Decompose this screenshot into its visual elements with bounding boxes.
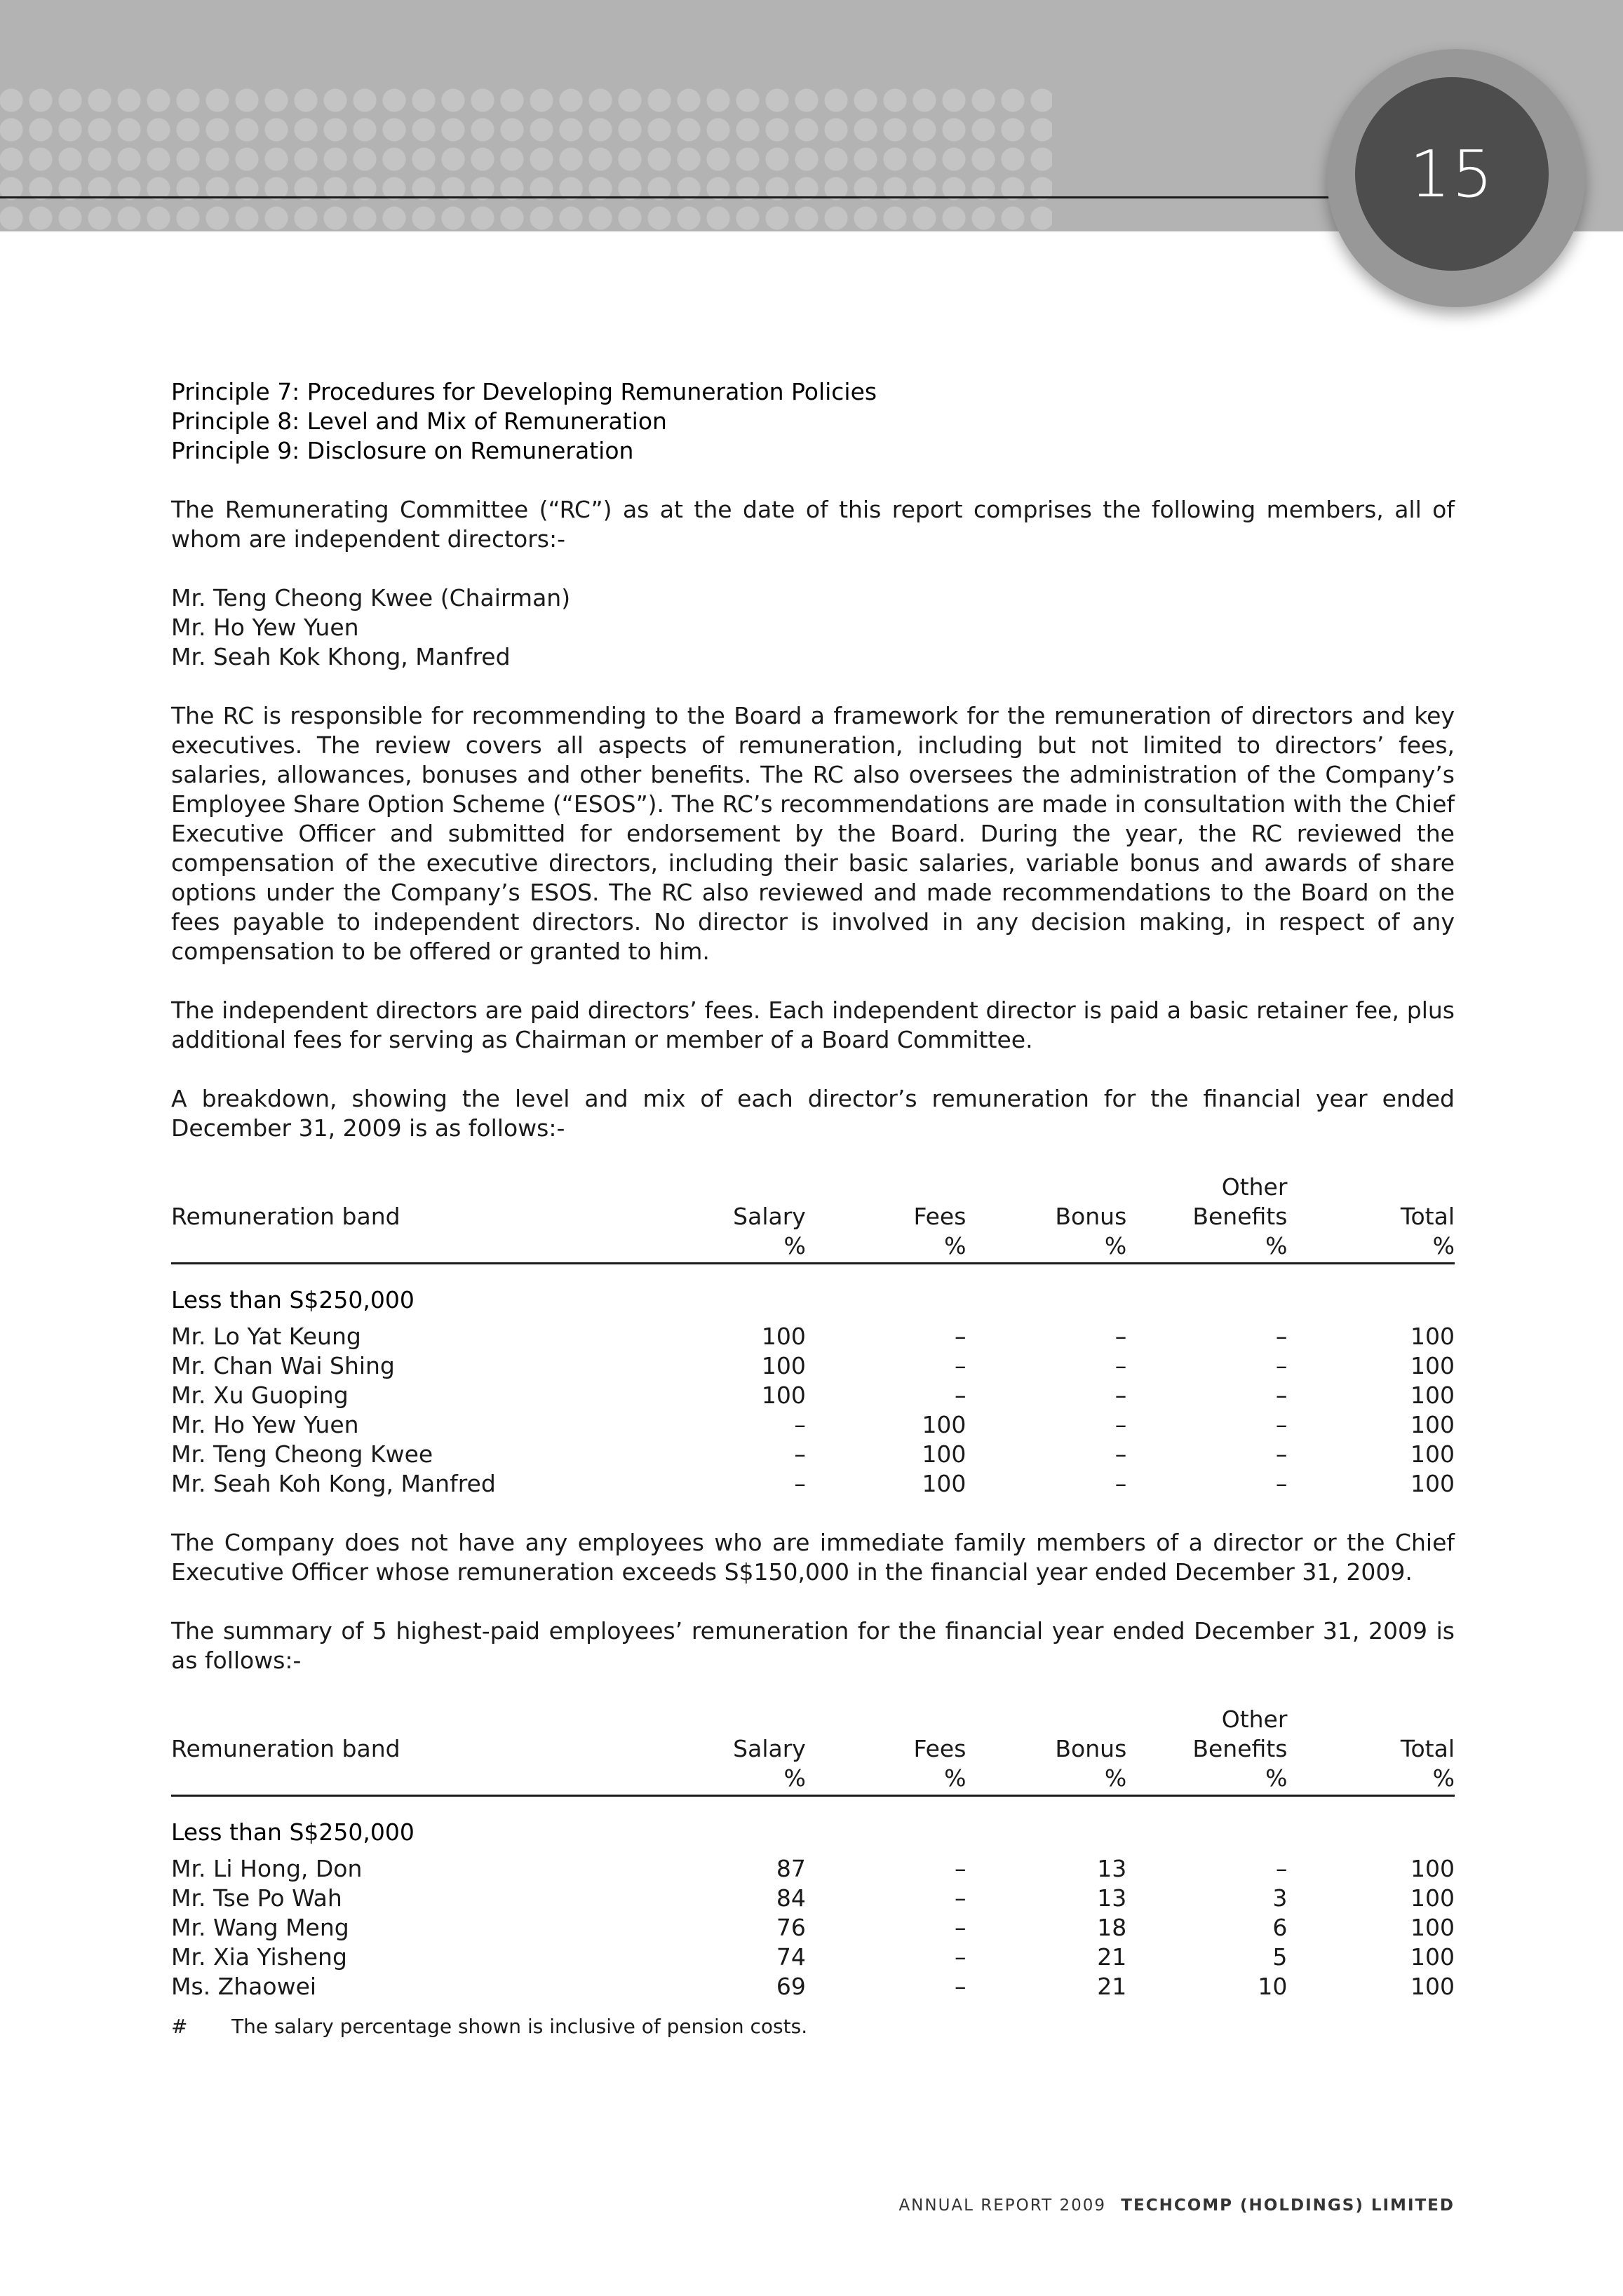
- rc-paragraph: The RC is responsible for recommending to the Board a framework for the remuneration of directors and key executives. The review covers all aspects of remuneration, including but not limited to directors’ fees, salaries, allowances, bonuses and other benefits. The RC also oversees the administration of the Company’s Employee Share Option Scheme (“ESOS”). The RC’s recommendations are made in consultation with the Chief Executive Officer and submitted for endorsement by the Board. During the year, the RC reviewed the compensation of the executive directors, including their basic salaries, variable bonus and awards of share options under the Company’s ESOS. The RC also reviewed and made recommendations to the Board on the fees payable to independent directors. No director is involved in any decision making, in respect of any compensation to be offered or granted to him.: [171, 702, 1455, 965]
- row-other: –: [1275, 1855, 1288, 1882]
- row-bonus: –: [1114, 1440, 1127, 1468]
- row-total: 100: [1410, 1411, 1455, 1438]
- row-fees: –: [954, 1943, 967, 1971]
- table-row: [171, 1972, 1455, 2001]
- row-bonus: –: [1114, 1382, 1127, 1409]
- footer-company: TECHCOMP (HOLDINGS) LIMITED: [1121, 2196, 1455, 2215]
- row-total: 100: [1410, 1470, 1455, 1497]
- table-row: [171, 1469, 1455, 1499]
- col-header-benefits: Benefits: [1192, 1203, 1288, 1230]
- row-name: Mr. Xu Guoping: [171, 1382, 349, 1409]
- member-item: Mr. Seah Kok Khong, Manfred: [171, 643, 511, 670]
- row-fees: 100: [922, 1440, 967, 1468]
- intro-paragraph: The Remunerating Committee (“RC”) as at the date of this report comprises the following members, all of whom are independent directors:-: [171, 496, 1455, 553]
- col-header-fees: Fees: [913, 1735, 967, 1762]
- band-label: Less than S$250,000: [171, 1286, 415, 1314]
- row-other: –: [1275, 1411, 1288, 1438]
- row-fees: –: [954, 1914, 967, 1941]
- table-row: [171, 1913, 1455, 1943]
- row-name: Ms. Zhaowei: [171, 1973, 317, 2000]
- row-total: 100: [1410, 1323, 1455, 1350]
- row-other: –: [1275, 1323, 1288, 1350]
- col-unit: %: [645, 1231, 806, 1264]
- row-bonus: –: [1114, 1323, 1127, 1350]
- table-row: [171, 1440, 1455, 1469]
- row-salary: 76: [776, 1914, 806, 1941]
- table-row: [171, 1943, 1455, 1972]
- row-name: Mr. Tse Po Wah: [171, 1884, 342, 1912]
- row-name: Mr. Xia Yisheng: [171, 1943, 347, 1971]
- col-unit: %: [806, 1231, 967, 1264]
- col-header-salary: Salary: [733, 1735, 806, 1762]
- col-header-total: Total: [1400, 1203, 1455, 1230]
- summary-paragraph: The summary of 5 highest-paid employees’ remuneration for the financial year ended December 31, 2009 is as follows:-: [171, 1617, 1455, 1674]
- fees-paragraph: The independent directors are paid directors’ fees. Each independent director is paid a basic retainer fee, plus additional fees for serving as Chairman or member of a Board Committee.: [171, 997, 1455, 1053]
- row-bonus: 18: [1097, 1914, 1127, 1941]
- row-salary: 69: [776, 1973, 806, 2000]
- col-unit: %: [1126, 1764, 1287, 1796]
- member-item: Mr. Ho Yew Yuen: [171, 614, 359, 641]
- col-header-other: Other: [1221, 1706, 1288, 1733]
- row-other: 5: [1272, 1943, 1288, 1971]
- page-footer: [898, 2196, 1455, 2215]
- page-number-badge: [1355, 77, 1549, 271]
- row-bonus: 13: [1097, 1855, 1127, 1882]
- employees-remuneration-table: [171, 1705, 1455, 2001]
- row-bonus: –: [1114, 1411, 1127, 1438]
- family-paragraph: The Company does not have any employees who are immediate family members of a director or the Chief Executive Officer whose remuneration exceeds S$150,000 in the financial year ended December 31, 2009.: [171, 1529, 1455, 1586]
- committee-members: [171, 583, 1455, 672]
- col-header-band: Remuneration band: [171, 1203, 400, 1230]
- principle-headings: [171, 377, 1455, 466]
- row-total: 100: [1410, 1440, 1455, 1468]
- col-unit: %: [1287, 1764, 1455, 1796]
- col-unit: %: [966, 1231, 1126, 1264]
- table-row: [171, 1854, 1455, 1884]
- row-other: 6: [1272, 1914, 1288, 1941]
- row-other: –: [1275, 1470, 1288, 1497]
- row-total: 100: [1410, 1352, 1455, 1379]
- row-other: –: [1275, 1352, 1288, 1379]
- row-salary: 87: [776, 1855, 806, 1882]
- row-other: 10: [1258, 1973, 1288, 2000]
- row-fees: –: [954, 1884, 967, 1912]
- row-total: 100: [1410, 1382, 1455, 1409]
- row-salary: 100: [761, 1323, 806, 1350]
- row-fees: –: [954, 1382, 967, 1409]
- row-bonus: 21: [1097, 1943, 1127, 1971]
- page-content: [171, 377, 1455, 2039]
- row-fees: –: [954, 1352, 967, 1379]
- principle-heading: Principle 8: Level and Mix of Remuneration: [171, 407, 667, 435]
- footnote: [171, 2014, 1455, 2039]
- row-other: –: [1275, 1382, 1288, 1409]
- row-salary: 100: [761, 1352, 806, 1379]
- row-salary: 100: [761, 1382, 806, 1409]
- row-fees: 100: [922, 1470, 967, 1497]
- member-item: Mr. Teng Cheong Kwee (Chairman): [171, 584, 571, 612]
- row-total: 100: [1410, 1914, 1455, 1941]
- footnote-mark: #: [171, 2015, 188, 2038]
- row-salary: 84: [776, 1884, 806, 1912]
- row-name: Mr. Lo Yat Keung: [171, 1323, 361, 1350]
- row-name: Mr. Chan Wai Shing: [171, 1352, 395, 1379]
- row-name: Mr. Li Hong, Don: [171, 1855, 363, 1882]
- col-unit: %: [1126, 1231, 1287, 1264]
- col-unit: %: [966, 1764, 1126, 1796]
- row-other: 3: [1272, 1884, 1288, 1912]
- footer-report: ANNUAL REPORT 2009: [898, 2196, 1106, 2215]
- row-fees: –: [954, 1855, 967, 1882]
- row-salary: –: [794, 1411, 806, 1438]
- row-total: 100: [1410, 1973, 1455, 2000]
- row-name: Mr. Teng Cheong Kwee: [171, 1440, 433, 1468]
- principle-heading: Principle 9: Disclosure on Remuneration: [171, 437, 634, 464]
- table-row: [171, 1351, 1455, 1381]
- footnote-text: The salary percentage shown is inclusive of pension costs.: [231, 2015, 808, 2038]
- row-salary: 74: [776, 1943, 806, 1971]
- col-header-benefits: Benefits: [1192, 1735, 1288, 1762]
- row-fees: –: [954, 1323, 967, 1350]
- row-salary: –: [794, 1470, 806, 1497]
- col-header-bonus: Bonus: [1055, 1203, 1127, 1230]
- row-total: 100: [1410, 1943, 1455, 1971]
- col-unit: %: [806, 1764, 967, 1796]
- principle-heading: Principle 7: Procedures for Developing Remuneration Policies: [171, 378, 877, 405]
- row-bonus: –: [1114, 1352, 1127, 1379]
- col-unit: %: [1287, 1231, 1455, 1264]
- table-row: [171, 1381, 1455, 1410]
- col-header-fees: Fees: [913, 1203, 967, 1230]
- breakdown-paragraph: A breakdown, showing the level and mix of each director’s remuneration for the financial year ended December 31, 2009 is as follows:-: [171, 1085, 1455, 1142]
- col-unit: %: [645, 1764, 806, 1796]
- row-name: Mr. Wang Meng: [171, 1914, 349, 1941]
- col-header-bonus: Bonus: [1055, 1735, 1127, 1762]
- directors-remuneration-table: [171, 1173, 1455, 1499]
- header-rule: [0, 196, 1347, 198]
- row-fees: 100: [922, 1411, 967, 1438]
- table-row: [171, 1884, 1455, 1913]
- row-salary: –: [794, 1440, 806, 1468]
- row-bonus: 13: [1097, 1884, 1127, 1912]
- row-name: Mr. Seah Koh Kong, Manfred: [171, 1470, 496, 1497]
- row-bonus: –: [1114, 1470, 1127, 1497]
- row-total: 100: [1410, 1884, 1455, 1912]
- row-bonus: 21: [1097, 1973, 1127, 2000]
- table-row: [171, 1322, 1455, 1351]
- row-name: Mr. Ho Yew Yuen: [171, 1411, 359, 1438]
- row-fees: –: [954, 1973, 967, 2000]
- table-row: [171, 1410, 1455, 1440]
- col-header-band: Remuneration band: [171, 1735, 400, 1762]
- dot-pattern: [0, 86, 1052, 233]
- col-header-total: Total: [1400, 1735, 1455, 1762]
- row-total: 100: [1410, 1855, 1455, 1882]
- row-other: –: [1275, 1440, 1288, 1468]
- col-header-salary: Salary: [733, 1203, 806, 1230]
- col-header-other: Other: [1221, 1173, 1288, 1201]
- page-number: 15: [1409, 136, 1495, 212]
- band-label: Less than S$250,000: [171, 1818, 415, 1846]
